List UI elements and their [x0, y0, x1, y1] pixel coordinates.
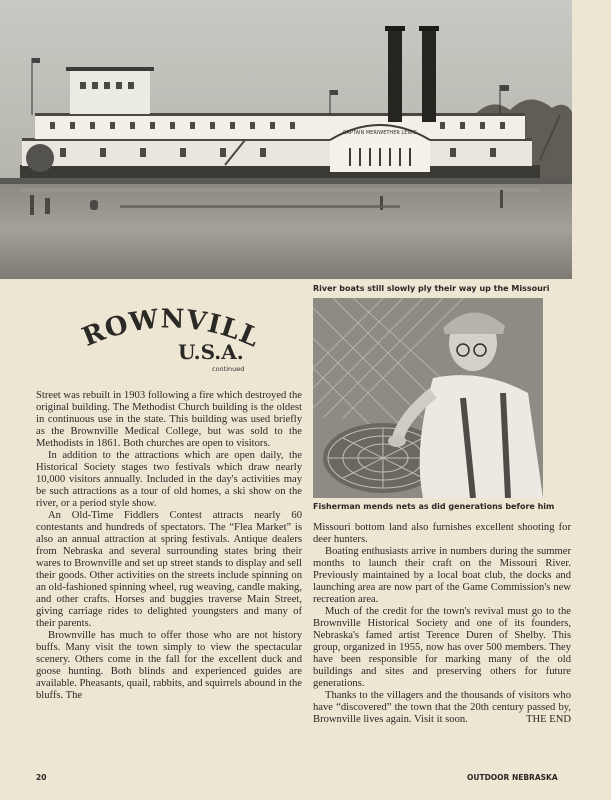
right-paragraph-2: Boating enthusiasts arrive in numbers during the summer months to launch their craft on the Missouri River. Previously maintained by a local boat club, the docks and launching area are now part of the Game Commission's new recreation area.	[313, 546, 571, 605]
fisherman-caption: Fisherman mends nets as did generations before him	[313, 502, 555, 511]
fisherman-photo	[313, 298, 543, 498]
title-continued: continued	[212, 365, 245, 373]
boat-name-text: CAPTAIN MERIWETHER LEWIS	[343, 130, 417, 136]
page-number: 20	[36, 773, 47, 782]
right-column	[313, 522, 571, 726]
fisherman-illustration	[313, 298, 543, 498]
the-end-label: THE END	[525, 714, 571, 725]
title-usa: U.S.A.	[178, 340, 244, 364]
title-word: ROWNVILL	[78, 305, 265, 354]
left-paragraph-1: Street was rebuilt in 1903 following a fire which destroyed the original building. The Methodist Church building is the oldest in continuous use in the state. This building was used briefly as the Brownville Medical College, but was sold to the Methodists in 1861. Both churches are open to visitors.	[36, 390, 302, 449]
left-paragraph-3: An Old-Time Fiddlers Contest attracts nearly 60 contestants and hundreds of spectators. The “Flea Market” is also an annual attraction at spring festivals. Antique dealers from Nebraska and several surrounding states bring their wares to Brownville and set up street stands to display and sell their goods. Other activities on the streets include spinning on an old-fashioned spinning wheel, rug weaving, candle making, and other crafts. Horses and buggies traverse Main Street, giving carriage rides to delighted youngsters and many of their parents.	[36, 510, 302, 629]
left-paragraph-2: In addition to the attractions which are open daily, the Historical Society stages two festivals which draw nearly 10,000 visitors annually. Included in the day's activities may be such attractions as a tour of old homes, a ski show on the river, or a period style show.	[36, 450, 302, 509]
right-paragraph-4	[313, 690, 571, 726]
left-paragraph-4: Brownville has much to offer those who are not history buffs. Many visit the town simply to view the spectacular scenery. Others come in the fall for the excellent duck and goose hunting. Both blinds and experienced guides are available. Pheasants, quail, rabbits, and squirrels abound in the bluffs. The	[36, 630, 302, 701]
riverboat-photo	[0, 0, 572, 279]
riverboat-illustration	[0, 0, 572, 279]
right-paragraph-3: Much of the credit for the town's revival must go to the Brownville Historical Society and one of its founders, Nebraska's famed artist Terence Duren of Shelby. This group, organized in 1955, now has over 500 members. They have been responsible for marking many of the old buildings and sites and preserving others for future generations.	[313, 606, 571, 689]
magazine-name: OUTDOOR NEBRASKA	[467, 773, 558, 782]
left-column	[36, 390, 302, 702]
riverboat-caption: River boats still slowly ply their way up the Missouri	[313, 284, 550, 293]
right-paragraph-4-text: Thanks to the villagers and the thousands of visitors who have “discovered” the town that the 20th century passed by, Brownville lives again. Visit it soon.	[313, 690, 571, 725]
right-paragraph-1: Missouri bottom land also furnishes excellent shooting for deer hunters.	[313, 522, 571, 545]
